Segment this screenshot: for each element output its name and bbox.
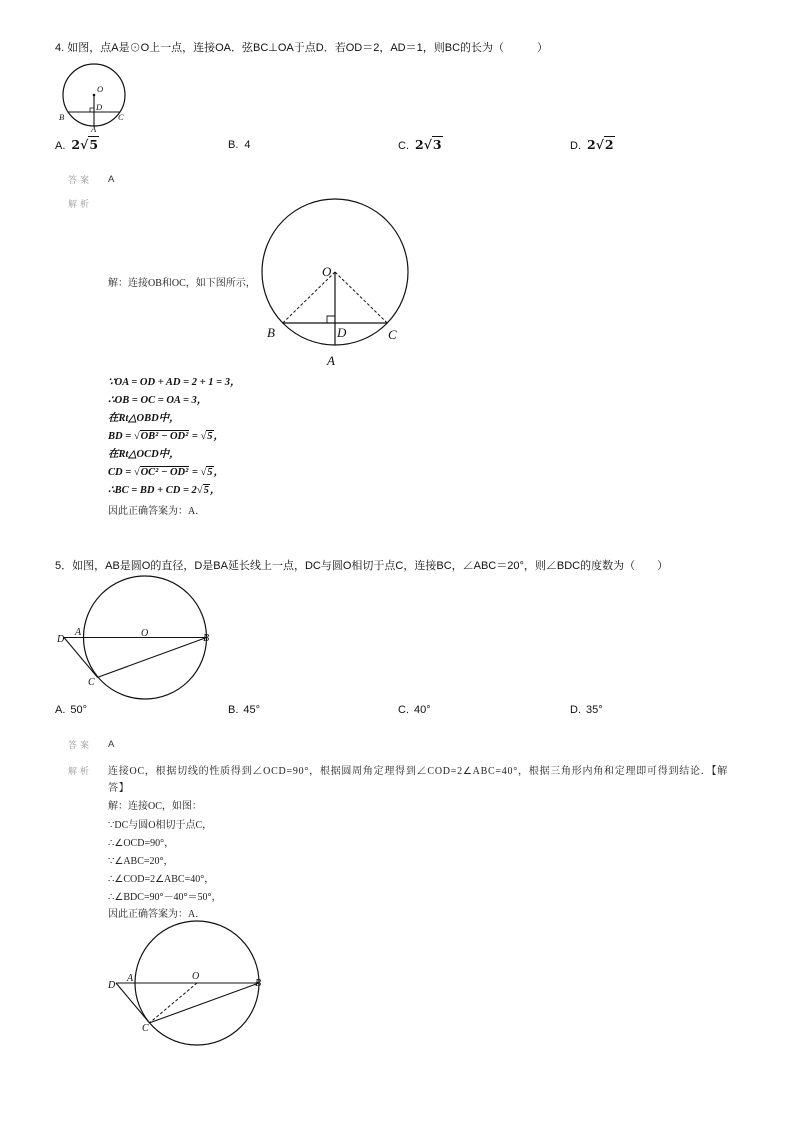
option-label: C. bbox=[398, 704, 409, 716]
solution-intro: 解：连接OB和OC，如下图所示， bbox=[108, 278, 256, 289]
solution-step bbox=[108, 448, 180, 462]
label-c: C bbox=[88, 677, 95, 688]
point-o bbox=[93, 94, 96, 97]
option-label: B. bbox=[228, 139, 239, 151]
answer-value: A bbox=[108, 739, 115, 750]
solution-step: ∵∠ABC=20°， bbox=[108, 856, 174, 867]
solution-conclusion: 因此正确答案为：A． bbox=[108, 909, 206, 920]
dashed-segment-oc bbox=[335, 272, 387, 323]
step-text: ∴OB = OC = OA = 3， bbox=[108, 395, 208, 406]
option-label: D. bbox=[570, 140, 581, 152]
tangent-dc bbox=[64, 638, 98, 678]
label-b: B bbox=[203, 633, 210, 644]
solution-step bbox=[108, 430, 224, 444]
dashed-segment-ob bbox=[283, 272, 335, 323]
analysis-label: 解析 bbox=[68, 199, 93, 209]
question-4-stem: 4. 如图，点A是⊙O上一点，连接OA．弦BC⊥OA于点D．若OD＝2，AD＝1，则BC的长为（ ） bbox=[55, 42, 549, 54]
question-5-option-d bbox=[570, 702, 603, 718]
label-o: O bbox=[141, 628, 149, 639]
solution-step bbox=[108, 394, 207, 408]
chord-cb bbox=[150, 983, 260, 1023]
label-d: D bbox=[337, 325, 347, 340]
option-label: A. bbox=[55, 704, 66, 716]
question-5-stem: 5．如图，AB是圆O的直径，D是BA延长线上一点，DC与圆O相切于点C，连接BC，∠ABC＝20°，则∠BDC的度数为（ ） bbox=[55, 560, 669, 572]
answer-value: A bbox=[108, 174, 115, 185]
question-5-option-c bbox=[398, 702, 431, 718]
solution-step: 解：连接OC，如图： bbox=[108, 801, 202, 812]
question-5-figure bbox=[55, 572, 215, 702]
label-b: B bbox=[255, 978, 262, 989]
label-o: O bbox=[322, 264, 332, 279]
solution-step: ∴∠BDC=90°－40°＝50°， bbox=[108, 892, 222, 903]
label-o: O bbox=[97, 84, 104, 94]
option-label: C. bbox=[398, 140, 409, 152]
solution-step: ∴∠OCD=90°， bbox=[108, 838, 175, 849]
option-label: A. bbox=[55, 140, 66, 152]
step-text: ， bbox=[213, 467, 225, 478]
option-value: 45° bbox=[243, 704, 261, 716]
option-label: B. bbox=[228, 704, 239, 716]
option-radicand: 5 bbox=[89, 137, 99, 152]
question-4-option-d bbox=[570, 137, 615, 154]
solution-step bbox=[108, 376, 240, 390]
right-angle-mark bbox=[327, 316, 335, 323]
option-math: 2√ bbox=[587, 137, 604, 152]
label-a: A bbox=[327, 353, 335, 368]
question-4-option-a bbox=[55, 137, 99, 154]
solution-conclusion bbox=[108, 505, 205, 518]
option-value: 50° bbox=[70, 704, 88, 716]
step-text: = √ bbox=[189, 431, 207, 442]
question-4-solution-figure bbox=[255, 190, 425, 370]
label-b: B bbox=[59, 112, 65, 122]
question-5-solution-figure bbox=[105, 915, 270, 1050]
option-radicand: 3 bbox=[432, 137, 442, 152]
right-angle-mark bbox=[90, 108, 94, 112]
option-label: D. bbox=[570, 704, 581, 716]
step-text: BD = √ bbox=[108, 431, 140, 442]
answer-label: 答案 bbox=[68, 740, 93, 750]
step-text: ∵OA = OD + AD = 2 + 1 = 3， bbox=[108, 377, 241, 388]
answer-label: 答案 bbox=[68, 175, 93, 185]
step-radicand: OB² − OD² bbox=[140, 431, 189, 442]
step-text: ， bbox=[209, 485, 221, 496]
question-5-option-b bbox=[228, 702, 260, 718]
option-value: 4 bbox=[244, 139, 251, 151]
label-a: A bbox=[127, 973, 134, 984]
tangent-dc bbox=[116, 983, 150, 1023]
step-radicand: 5 bbox=[203, 485, 209, 496]
label-c: C bbox=[142, 1023, 149, 1034]
label-d: D bbox=[108, 980, 116, 991]
analysis-label: 解析 bbox=[68, 766, 93, 776]
step-text: ∴BC = BD + CD = 2√ bbox=[108, 485, 203, 496]
question-4-option-c bbox=[398, 137, 443, 154]
label-d: D bbox=[96, 102, 103, 112]
option-radicand: 2 bbox=[604, 137, 614, 152]
label-c: C bbox=[388, 327, 397, 342]
option-math: 2√ bbox=[415, 137, 432, 152]
label-c: C bbox=[118, 112, 124, 122]
step-text: 因此正确答案为：A． bbox=[108, 506, 206, 517]
solution-step: ∴∠COD=2∠ABC=40°， bbox=[108, 874, 215, 885]
step-radicand: 5 bbox=[207, 467, 213, 478]
solution-step bbox=[108, 466, 224, 480]
step-text: 在Rt△OBD中， bbox=[108, 413, 180, 424]
step-text: CD = √ bbox=[108, 467, 140, 478]
label-o: O bbox=[192, 971, 200, 982]
label-b: B bbox=[267, 325, 275, 340]
step-text: ， bbox=[213, 431, 225, 442]
step-radicand: OC² − OD² bbox=[140, 467, 189, 478]
option-math: 2√ bbox=[71, 137, 89, 152]
label-a: A bbox=[91, 124, 97, 134]
step-radicand: 5 bbox=[207, 431, 213, 442]
dashed-segment-oc bbox=[150, 983, 198, 1023]
solution-step bbox=[108, 484, 220, 498]
step-text: = √ bbox=[189, 467, 207, 478]
option-value: 40° bbox=[414, 704, 431, 716]
question-4-option-b bbox=[228, 137, 251, 153]
chord-cb bbox=[98, 638, 207, 678]
question-5-option-a bbox=[55, 702, 87, 718]
question-4-figure bbox=[55, 62, 135, 134]
option-value: 35° bbox=[586, 704, 603, 716]
solution-step: ∵DC与圆O相切于点C， bbox=[108, 820, 213, 831]
step-text: 在Rt△OCD中， bbox=[108, 449, 180, 460]
label-d: D bbox=[57, 634, 65, 645]
solution-step bbox=[108, 412, 180, 426]
label-a: A bbox=[75, 627, 82, 638]
analysis-text: 连接OC，根据切线的性质得到∠OCD=90°，根据圆周角定理得到∠COD=2∠ABC=40°，根据三角形内角和定理即可得到结论．【解答】 bbox=[108, 766, 729, 794]
